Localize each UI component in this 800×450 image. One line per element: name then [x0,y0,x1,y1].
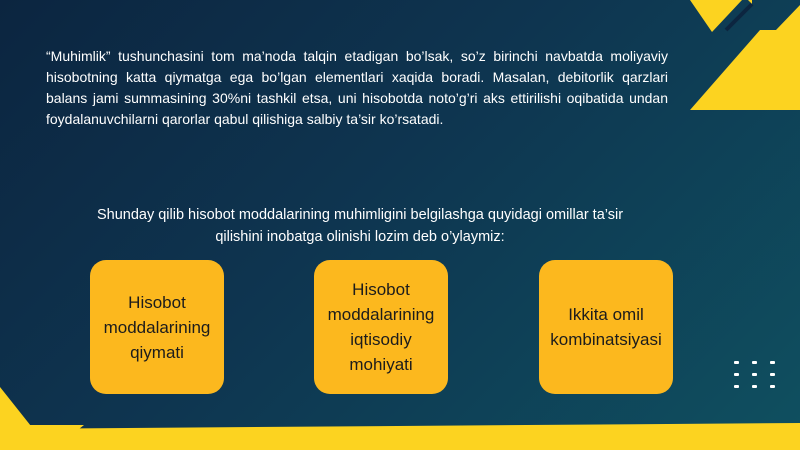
factor-card-label: Ikkita omil kombinatsiyasi [550,305,662,349]
dot-grid-decoration [734,361,775,388]
bottom-accent-band [0,423,800,450]
factor-card-label: Hisobot moddalarining iqtisodiy mohiyati [327,280,435,374]
factors-intro [40,204,680,248]
factors-intro-line-2: qilishini inobatga olinishi lozim deb o’ylaymiz: [215,229,505,245]
materiality-paragraph: “Muhimlik” tushunchasini tom ma’noda talqin etadigan bo’lsak, so’z birinchi navbatda moliyaviy hisobotning katta qiymatga ega bo’lgan elementlari xaqida boradi. Masalan, debitorlik qarzlari balans jami summasining 30%ni tashkil etsa, uni hisobotda noto’g’ri aks ettirilishi oqibatida undan foydalanuvchilarni qarorlar qabul qilishiga salbiy ta’sir ko’rsatadi. [46,48,668,127]
factor-card-combination[interactable] [539,260,673,394]
factor-card-economic-nature[interactable] [314,260,448,394]
factor-card-label: Hisobot moddalarining qiymati [103,292,211,362]
corner-triangle-top-right [690,0,800,110]
factors-intro-line-1: Shunday qilib hisobot moddalarining muhimligini belgilashga quyidagi omillar ta’sir [96,207,624,223]
factor-card-value[interactable] [90,260,224,394]
